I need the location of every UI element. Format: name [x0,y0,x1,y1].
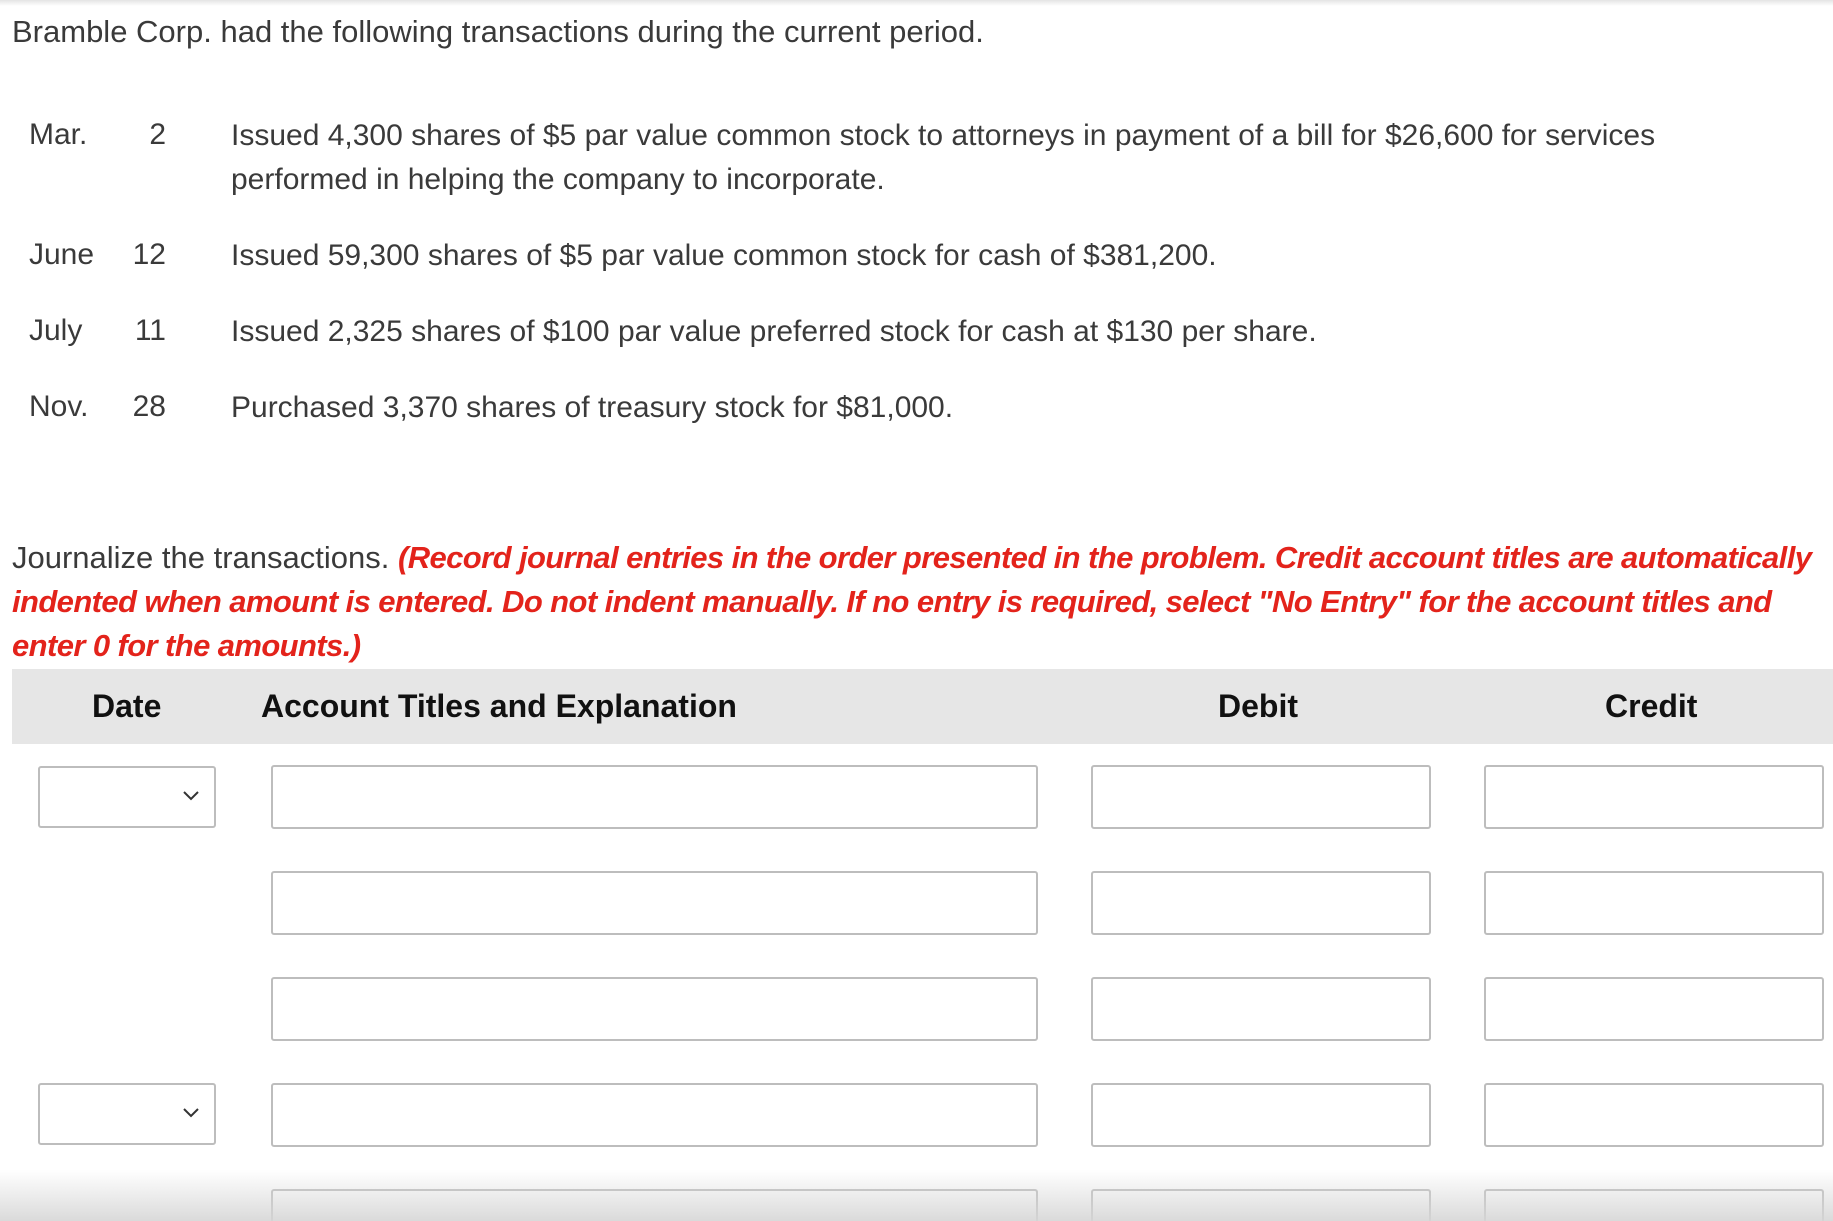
date-select[interactable] [38,766,216,828]
transaction-description: Issued 4,300 shares of $5 par value common stock to attorneys in payment of a bill for $26,600 for services performed in helping the company to incorporate. [231,119,1656,196]
credit-input[interactable] [1484,1083,1824,1147]
transaction-description: Issued 2,325 shares of $100 par value preferred stock for cash at $130 per share. [231,315,1317,348]
instruction-note: (Record journal entries in the order presented in the problem. Credit account titles are automatically indented when amount is entered. Do not indent manually. If no entry is required, select "No Entry" for the account titles and enter 0 for the amounts.) [12,540,1812,663]
debit-input[interactable] [1091,1189,1431,1221]
journal-instruction [12,536,1827,668]
credit-input[interactable] [1484,871,1824,935]
account-title-input[interactable] [271,1189,1038,1221]
account-title-input[interactable] [271,1083,1038,1147]
chevron-down-icon [178,783,204,809]
account-column-header: Account Titles and Explanation [261,688,737,724]
journal-table-header [12,669,1833,744]
transaction-day: 28 [132,390,166,423]
top-divider [0,0,1833,6]
transaction-day: 2 [149,118,166,151]
date-column-header: Date [92,688,162,724]
transaction-month: Nov. [29,390,89,423]
credit-input[interactable] [1484,765,1824,829]
transaction-day: 11 [134,314,166,347]
transaction-description: Purchased 3,370 shares of treasury stock for $81,000. [231,391,954,424]
transaction-month: July [29,314,83,347]
problem-intro: Bramble Corp. had the following transactions during the current period. [12,14,984,49]
account-title-input[interactable] [271,765,1038,829]
chevron-down-icon [178,1100,204,1126]
account-title-input[interactable] [271,871,1038,935]
instruction-lead: Journalize the transactions. [12,540,398,575]
credit-input[interactable] [1484,1189,1824,1221]
transaction-month: June [29,238,95,271]
transaction-description: Issued 59,300 shares of $5 par value common stock for cash of $381,200. [231,239,1217,272]
credit-column-header: Credit [1605,688,1698,724]
transaction-day: 12 [132,238,166,271]
debit-input[interactable] [1091,765,1431,829]
transaction-month: Mar. [29,118,88,151]
debit-column-header: Debit [1218,688,1298,724]
date-select[interactable] [38,1083,216,1145]
debit-input[interactable] [1091,871,1431,935]
credit-input[interactable] [1484,977,1824,1041]
account-title-input[interactable] [271,977,1038,1041]
debit-input[interactable] [1091,977,1431,1041]
debit-input[interactable] [1091,1083,1431,1147]
